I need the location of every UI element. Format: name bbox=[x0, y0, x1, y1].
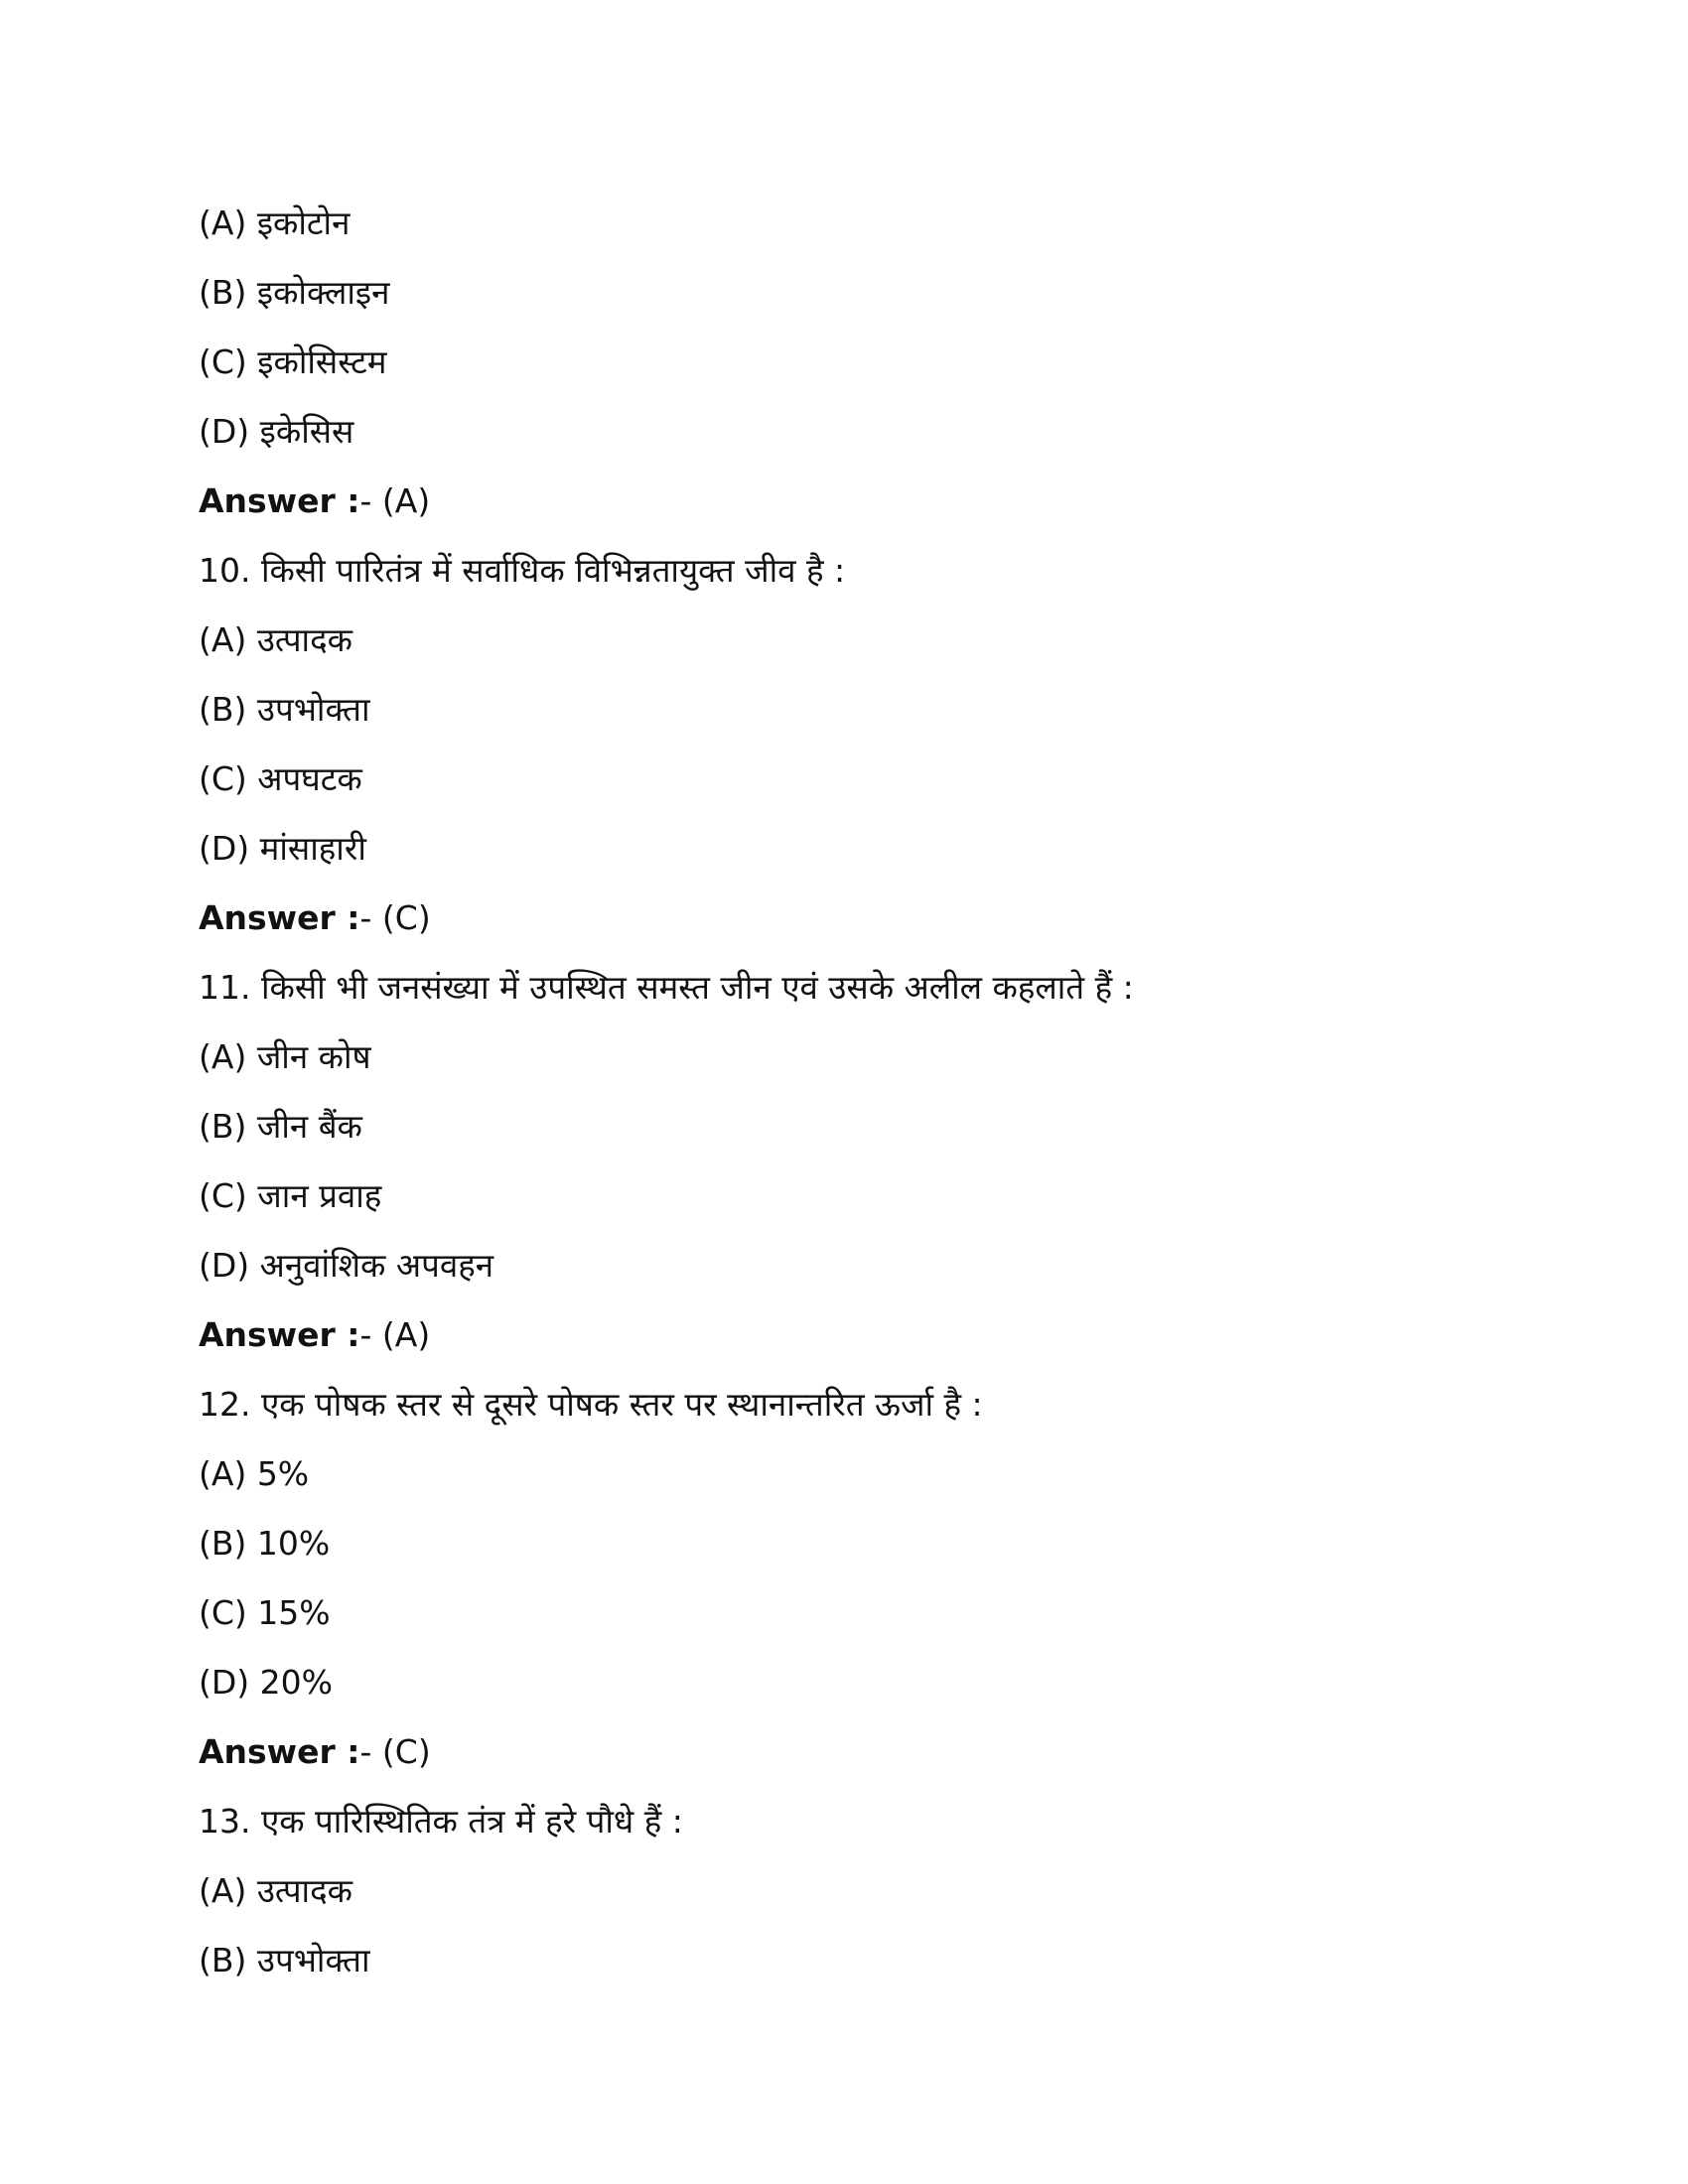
answer-line bbox=[199, 884, 1549, 953]
option-line: (C) 15% bbox=[199, 1593, 331, 1632]
answer-label: Answer : bbox=[199, 1732, 360, 1771]
option-line: (D) 20% bbox=[199, 1663, 333, 1702]
answer-line bbox=[199, 467, 1549, 536]
answer-value: - (C) bbox=[359, 898, 431, 937]
option-line: (C) इकोसिस्टम bbox=[199, 342, 387, 381]
answer-value: - (A) bbox=[359, 1315, 431, 1354]
answer-line bbox=[199, 1717, 1549, 1787]
option-line: (D) अनुवांशिक अपवहन bbox=[199, 1246, 494, 1285]
option-line: (C) अपघटक bbox=[199, 759, 362, 798]
option-line: (D) मांसाहारी bbox=[199, 829, 366, 868]
answer-label: Answer : bbox=[199, 898, 360, 937]
option-line: (B) जीन बैंक bbox=[199, 1107, 362, 1146]
document-page bbox=[199, 189, 1549, 1995]
option-line: (C) जान प्रवाह bbox=[199, 1176, 382, 1215]
question-11: 11. किसी भी जनसंख्या में उपस्थित समस्त जीन एवं उसके अलील कहलाते हैं : bbox=[199, 968, 1134, 1007]
option-line: (D) इकेसिस bbox=[199, 412, 354, 451]
answer-value: - (C) bbox=[359, 1732, 431, 1771]
answer-line bbox=[199, 1300, 1549, 1370]
answer-value: - (A) bbox=[359, 481, 431, 520]
option-line: (A) जीन कोष bbox=[199, 1037, 371, 1076]
question-12: 12. एक पोषक स्तर से दूसरे पोषक स्तर पर स्थानान्तरित ऊर्जा है : bbox=[199, 1385, 983, 1424]
question-10: 10. किसी पारितंत्र में सर्वाधिक विभिन्नतायुक्त जीव है : bbox=[199, 551, 846, 590]
option-line: (B) उपभोक्ता bbox=[199, 1941, 370, 1979]
option-line: (B) उपभोक्ता bbox=[199, 690, 370, 729]
option-line: (A) उत्पादक bbox=[199, 620, 352, 659]
option-line: (B) इकोक्लाइन bbox=[199, 273, 390, 312]
option-line: (B) 10% bbox=[199, 1524, 331, 1563]
option-line: (A) इकोटोन bbox=[199, 204, 351, 242]
option-line: (A) 5% bbox=[199, 1454, 310, 1493]
answer-label: Answer : bbox=[199, 1315, 360, 1354]
question-13: 13. एक पारिस्थितिक तंत्र में हरे पौधे हैं : bbox=[199, 1802, 683, 1841]
option-line: (A) उत्पादक bbox=[199, 1871, 352, 1910]
answer-label: Answer : bbox=[199, 481, 360, 520]
